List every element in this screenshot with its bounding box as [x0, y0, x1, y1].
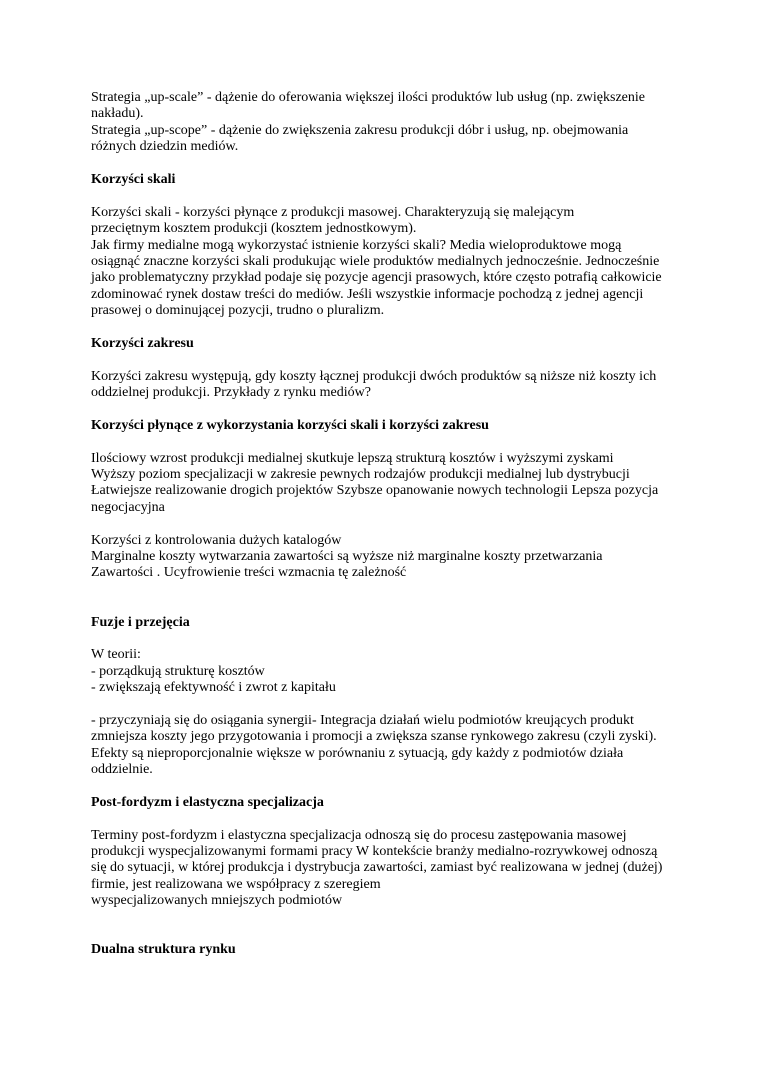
heading-korzysci-plynace: Korzyści płynące z wykorzystania korzyści skali i korzyści zakresu	[91, 417, 489, 433]
paragraph-line: firmie, jest realizowana we współpracy z szeregiem	[91, 876, 381, 892]
intro-section	[91, 90, 681, 156]
mergers-section	[91, 647, 681, 778]
intro-line: Strategia „up-scope” - dążenie do zwiększenia zakresu produkcji dóbr i usług, np. obejmowania	[91, 122, 629, 138]
paragraph-line: Korzyści zakresu występują, gdy koszty łącznej produkcji dwóch produktów są niższe niż koszty ich	[91, 368, 657, 384]
heading-fuzje: Fuzje i przejęcia	[91, 614, 190, 630]
paragraph-line: Terminy post-fordyzm i elastyczna specjalizacja odnoszą się do procesu zastępowania masowej	[91, 827, 627, 843]
document-page	[91, 90, 681, 959]
benefits-section	[91, 451, 681, 582]
paragraph-line: oddzielnej produkcji. Przykłady z rynku mediów?	[91, 385, 371, 401]
paragraph-line: jako problematyczny przykład podaje się pozycje agencji prasowych, które często potrafią całkowicie	[91, 270, 662, 286]
paragraph-line: przeciętnym kosztem produkcji (kosztem jednostkowym).	[91, 221, 417, 237]
postfordism-section	[91, 828, 681, 910]
paragraph-line: oddzielnie.	[91, 762, 153, 778]
paragraph-line: Jak firmy medialne mogą wykorzystać istnienie korzyści skali? Media wieloproduktowe mogą	[91, 237, 622, 253]
paragraph-line: Ilościowy wzrost produkcji medialnej skutkuje lepszą strukturą kosztów i wyższymi zyskami	[91, 450, 614, 466]
heading-korzysci-skali: Korzyści skali	[91, 171, 176, 187]
paragraph-line: Efekty są nieproporcjonalnie większe w porównaniu z sytuacją, gdy każdy z podmiotów działa	[91, 745, 624, 761]
paragraph-line: zmniejsza koszty jego przygotowania i promocji a zwiększa szanse rynkowego zakresu (czyli zyski).	[91, 729, 657, 745]
paragraph-line: - przyczyniają się do osiągania synergii- Integracja działań wielu podmiotów kreujących produkt	[91, 712, 634, 728]
paragraph-line: Łatwiejsze realizowanie drogich projektów Szybsze opanowanie nowych technologii Lepsza pozycja	[91, 483, 659, 499]
paragraph-line: - porządkują strukturę kosztów	[91, 663, 265, 679]
paragraph-line: się do sytuacji, w której produkcja i dystrybucja zawartości, zamiast być realizowana w jednej (dużej)	[91, 860, 663, 876]
paragraph-line: - zwiększają efektywność i zwrot z kapitału	[91, 680, 336, 696]
paragraph-line: prasowej o dominującej pozycji, trudno o pluralizm.	[91, 303, 385, 319]
intro-line: Strategia „up-scale” - dążenie do oferowania większej ilości produktów lub usług (np. zwiększenie	[91, 90, 645, 105]
scale-section	[91, 205, 681, 320]
paragraph-line: zdominować rynek dostaw treści do mediów. Jeśli wszystkie informacje pochodzą z jednej agencji	[91, 286, 644, 302]
scope-section	[91, 369, 681, 402]
paragraph-line: Wyższy poziom specjalizacji w zakresie pewnych rodzajów produkcji medialnej lub dystrybucji	[91, 466, 630, 482]
paragraph-line: Marginalne koszty wytwarzania zawartości są wyższe niż marginalne koszty przetwarzania	[91, 548, 603, 564]
paragraph-line: Korzyści z kontrolowania dużych katalogów	[91, 532, 342, 548]
paragraph-line: negocjacyjna	[91, 499, 165, 515]
paragraph-line: Korzyści skali - korzyści płynące z produkcji masowej. Charakteryzują się malejącym	[91, 204, 575, 220]
paragraph-line: osiągnąć znaczne korzyści skali produkując wiele produktów medialnych jednocześnie. Jednocześnie	[91, 253, 660, 269]
heading-korzysci-zakresu: Korzyści zakresu	[91, 335, 194, 351]
paragraph-line: W teorii:	[91, 647, 141, 663]
intro-line: różnych dziedzin mediów.	[91, 139, 239, 155]
intro-line: nakładu).	[91, 106, 144, 122]
heading-dualna-struktura: Dualna struktura rynku	[91, 942, 236, 958]
paragraph-line: wyspecjalizowanych mniejszych podmiotów	[91, 893, 343, 909]
paragraph-line: produkcji wyspecjalizowanymi formami pracy W kontekście branży medialno-rozrywkowej odnoszą	[91, 843, 658, 859]
heading-post-fordyzm: Post-fordyzm i elastyczna specjalizacja	[91, 794, 324, 810]
paragraph-line: Zawartości . Ucyfrowienie treści wzmacnia tę zależność	[91, 565, 407, 581]
